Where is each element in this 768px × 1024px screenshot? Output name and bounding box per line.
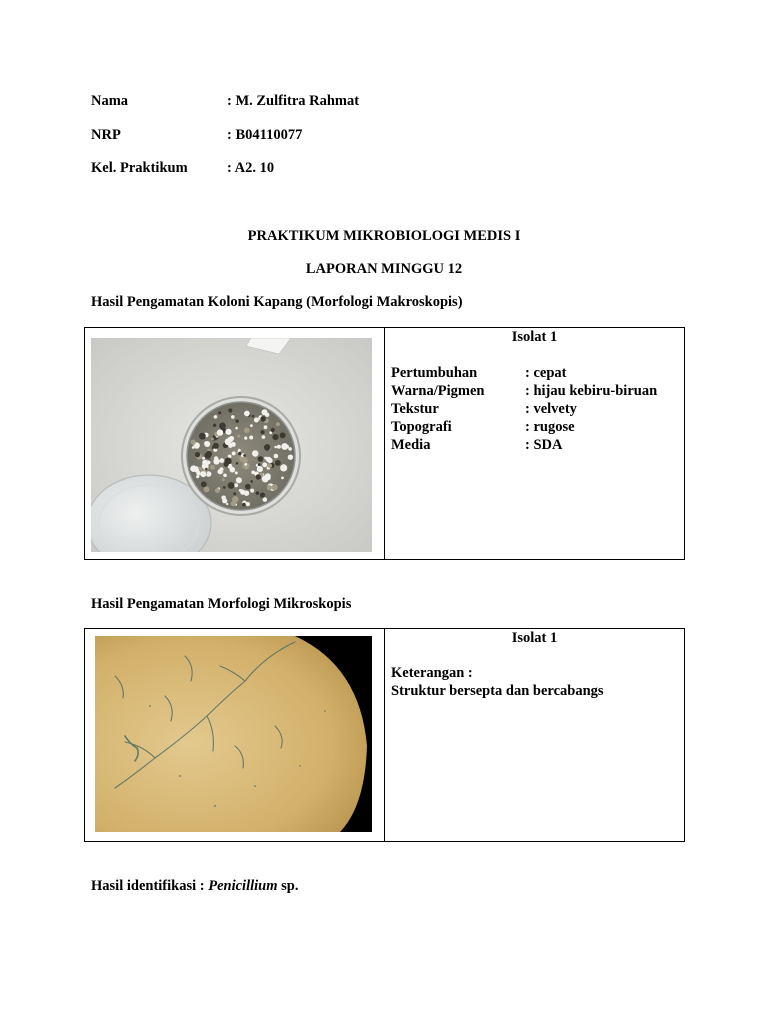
name-value: : M. Zulfitra Rahmat [227, 93, 360, 109]
property-row-color [391, 383, 657, 400]
property-key: Tekstur [391, 401, 439, 417]
property-row-topography [391, 419, 575, 436]
petri-dish-photo [91, 338, 372, 552]
property-value: : SDA [525, 437, 563, 453]
property-key: Media [391, 437, 431, 453]
section-microscopic-heading: Hasil Pengamatan Morfologi Mikroskopis [91, 596, 352, 612]
nrp-value: : B04110077 [227, 127, 303, 143]
table-divider [384, 328, 385, 559]
microscope-photo [95, 636, 372, 832]
property-value: : cepat [525, 365, 567, 381]
table-divider [384, 629, 385, 841]
property-key: Warna/Pigmen [391, 383, 485, 399]
section-macroscopic-heading: Hasil Pengamatan Koloni Kapang (Morfologi Makroskopis) [91, 294, 463, 310]
identification-result [91, 878, 298, 895]
property-key: Pertumbuhan [391, 365, 478, 381]
property-row-texture [391, 401, 577, 418]
macroscopic-isolate-title: Isolat 1 [511, 329, 558, 345]
property-value: : velvety [525, 401, 577, 417]
note-text: Struktur bersepta dan bercabangs [391, 683, 604, 699]
identification-label: Hasil identifikasi : [91, 878, 209, 894]
note-label: Keterangan : [391, 665, 473, 681]
property-row-growth [391, 365, 566, 382]
property-value: : hijau kebiru-biruan [525, 383, 658, 399]
document-subtitle: LAPORAN MINGGU 12 [305, 261, 463, 277]
property-value: : rugose [525, 419, 575, 435]
name-label: Nama [91, 93, 129, 109]
property-key: Topografi [391, 419, 452, 435]
nrp-label: NRP [91, 127, 121, 143]
document-title: PRAKTIKUM MIKROBIOLOGI MEDIS I [247, 228, 521, 244]
kel-praktikum-label: Kel. Praktikum [91, 160, 188, 176]
property-row-media [391, 437, 562, 454]
kel-praktikum-value: : A2. 10 [227, 160, 275, 176]
identification-genus: Penicillium [208, 878, 278, 894]
identification-suffix: sp. [277, 878, 299, 894]
microscopic-isolate-title: Isolat 1 [511, 630, 558, 646]
